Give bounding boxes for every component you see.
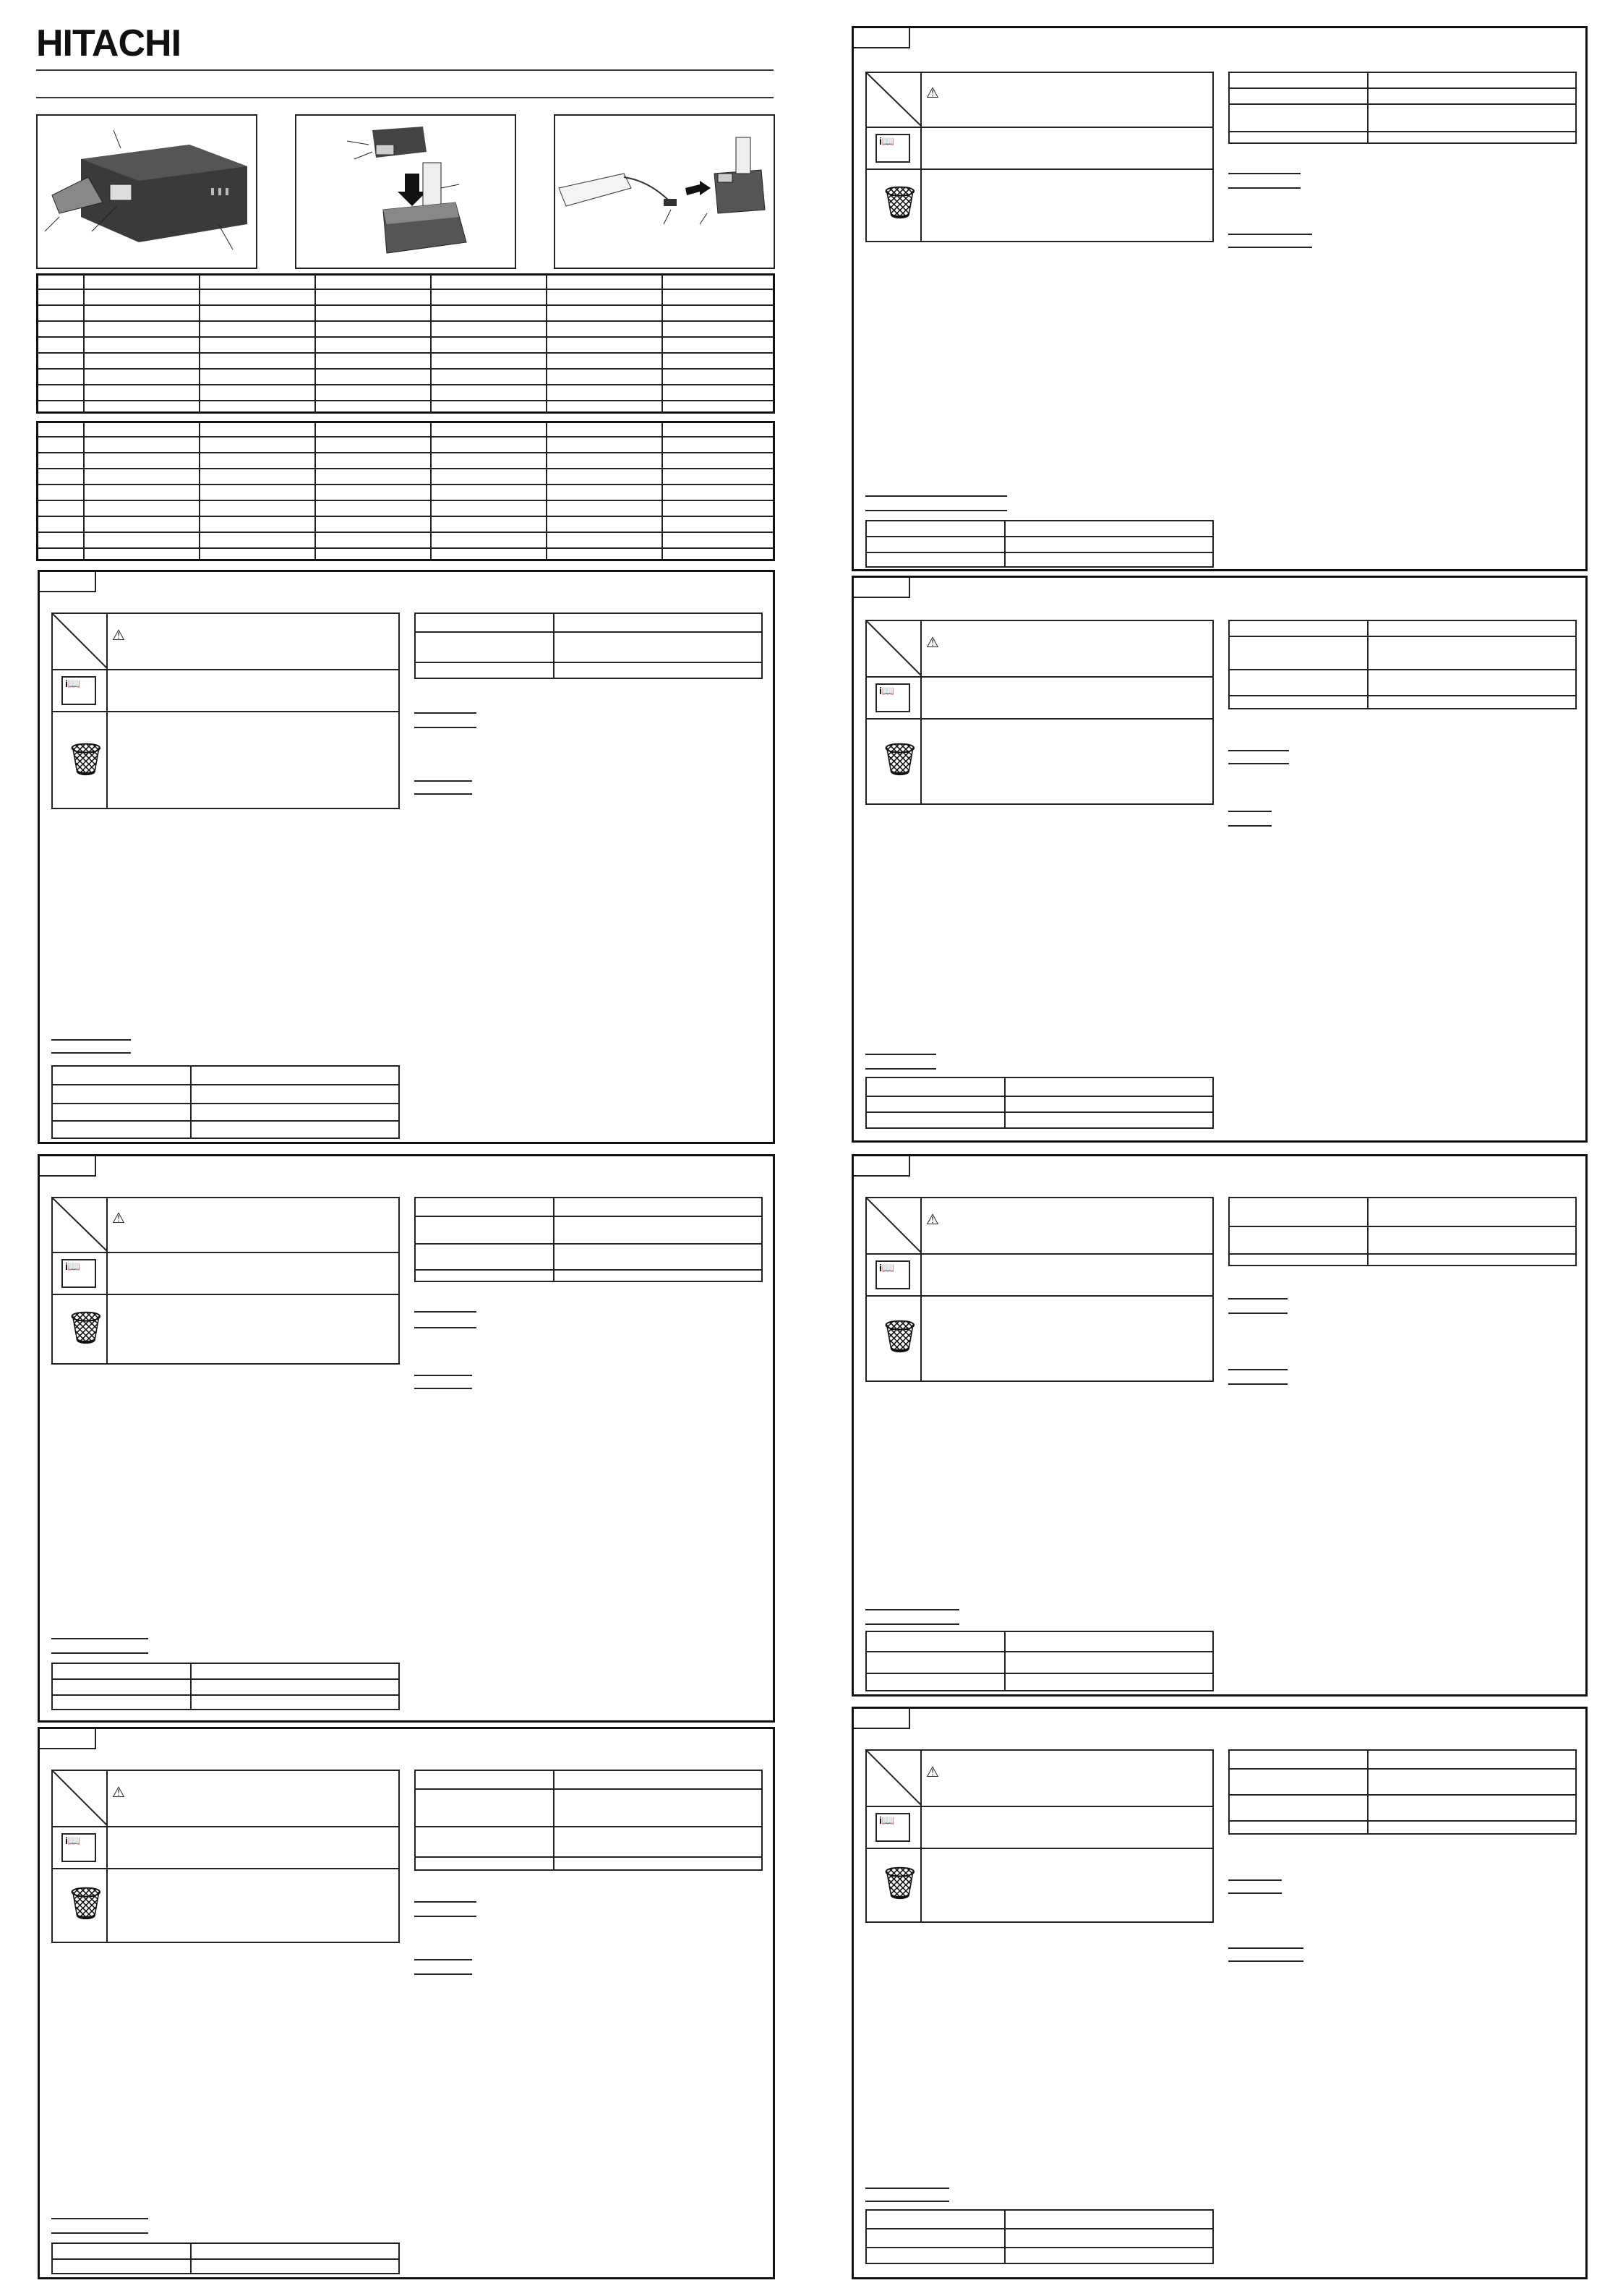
read-manual-icon: i📖 [61,1259,96,1288]
read-manual-icon: i📖 [61,676,96,705]
heading-rule [865,510,1007,511]
heading-rule [1228,763,1289,764]
heading-rule [1228,750,1289,751]
heading-rule [51,1638,148,1639]
symbol-box [865,620,1214,805]
section-tab [40,1156,96,1177]
read-manual-icon: i📖 [875,683,910,712]
heading-rule [414,1327,476,1328]
section-tab [854,1156,910,1177]
symbol-box [865,72,1214,242]
spec-table [414,1197,763,1282]
heading-rule [1228,1879,1282,1881]
heading-rule [1228,234,1312,235]
spec-table [1228,1197,1577,1266]
bottom-table [865,1077,1214,1129]
warning-triangle-icon: ⚠ [926,1212,939,1228]
spec-table [1228,620,1577,709]
symbol-box [51,613,400,809]
symbol-box [865,1749,1214,1923]
symbol-box [51,1197,400,1365]
heading-rule [1228,173,1301,174]
crossed-bin-icon: 🗑 [880,742,920,777]
heading-rule [1228,1383,1288,1385]
section-tab [40,572,96,592]
section-right-2 [852,576,1588,1143]
heading-rule [865,2201,949,2202]
section-tab [854,578,910,598]
header-rule-top [36,69,774,71]
figure-3-usb [554,114,775,269]
crossed-bin-icon: 🗑 [66,1310,106,1346]
bottom-table [865,2209,1214,2264]
crossed-bin-icon: 🗑 [880,1319,920,1354]
warning-triangle-icon: ⚠ [112,628,125,644]
read-manual-icon: i📖 [61,1833,96,1862]
spec-table [1228,72,1577,144]
heading-rule [51,1052,131,1054]
symbol-box [865,1197,1214,1382]
language-table-1 [36,273,775,414]
bottom-table [51,1065,400,1139]
heading-rule [1228,1892,1282,1894]
heading-rule [1228,1369,1288,1370]
crossed-bin-icon: 🗑 [880,185,920,221]
heading-rule [1228,811,1272,812]
heading-rule [414,1901,476,1903]
heading-rule [414,712,476,714]
heading-rule [865,1068,936,1070]
language-table-2 [36,421,775,561]
bottom-table [865,1631,1214,1691]
bottom-table [865,520,1214,568]
section-tab [854,1709,910,1729]
heading-rule [1228,1960,1303,1962]
brand-logo: HITACHI [36,22,181,64]
read-manual-icon: i📖 [875,1813,910,1842]
warning-triangle-icon: ⚠ [926,85,939,101]
heading-rule [414,1916,476,1917]
symbol-box [51,1770,400,1943]
heading-rule [414,793,472,795]
bottom-table [51,1663,400,1710]
heading-rule [865,1623,959,1625]
section-tab [40,1729,96,1749]
heading-rule [414,1311,476,1313]
heading-rule [1228,187,1301,189]
heading-rule [414,1375,472,1376]
heading-rule [414,1388,472,1389]
section-left-2 [38,1154,775,1723]
crossed-bin-icon: 🗑 [66,1886,106,1921]
section-left-1 [38,570,775,1144]
warning-triangle-icon: ⚠ [112,1785,125,1801]
bottom-table [51,2242,400,2274]
heading-rule [1228,247,1312,248]
heading-rule [865,2188,949,2189]
heading-rule [51,1652,148,1654]
heading-rule [51,1039,131,1041]
read-manual-icon: i📖 [875,1260,910,1289]
spec-table [414,613,763,679]
section-right-3 [852,1154,1588,1697]
heading-rule [1228,1298,1288,1299]
read-manual-icon: i📖 [875,134,910,163]
warning-triangle-icon: ⚠ [926,1764,939,1780]
heading-rule [414,727,476,728]
figure-2-attach [295,114,516,269]
heading-rule [414,1959,472,1960]
warning-triangle-icon: ⚠ [926,635,939,651]
heading-rule [865,1609,959,1610]
heading-rule [865,1054,936,1055]
heading-rule [51,2218,148,2219]
section-tab [854,28,910,48]
section-right-4 [852,1707,1588,2279]
figure-1-adapter [36,114,257,269]
heading-rule [1228,825,1272,827]
heading-rule [414,1973,472,1975]
section-left-3 [38,1727,775,2279]
heading-rule [865,495,1007,497]
heading-rule [1228,1313,1288,1314]
heading-rule [1228,1947,1303,1949]
heading-rule [414,780,472,782]
spec-table [1228,1749,1577,1835]
header-rule-bottom [36,97,774,98]
crossed-bin-icon: 🗑 [880,1866,920,1901]
heading-rule [51,2232,148,2234]
spec-table [414,1770,763,1871]
crossed-bin-icon: 🗑 [66,742,106,777]
warning-triangle-icon: ⚠ [112,1211,125,1226]
section-right-1 [852,26,1588,571]
